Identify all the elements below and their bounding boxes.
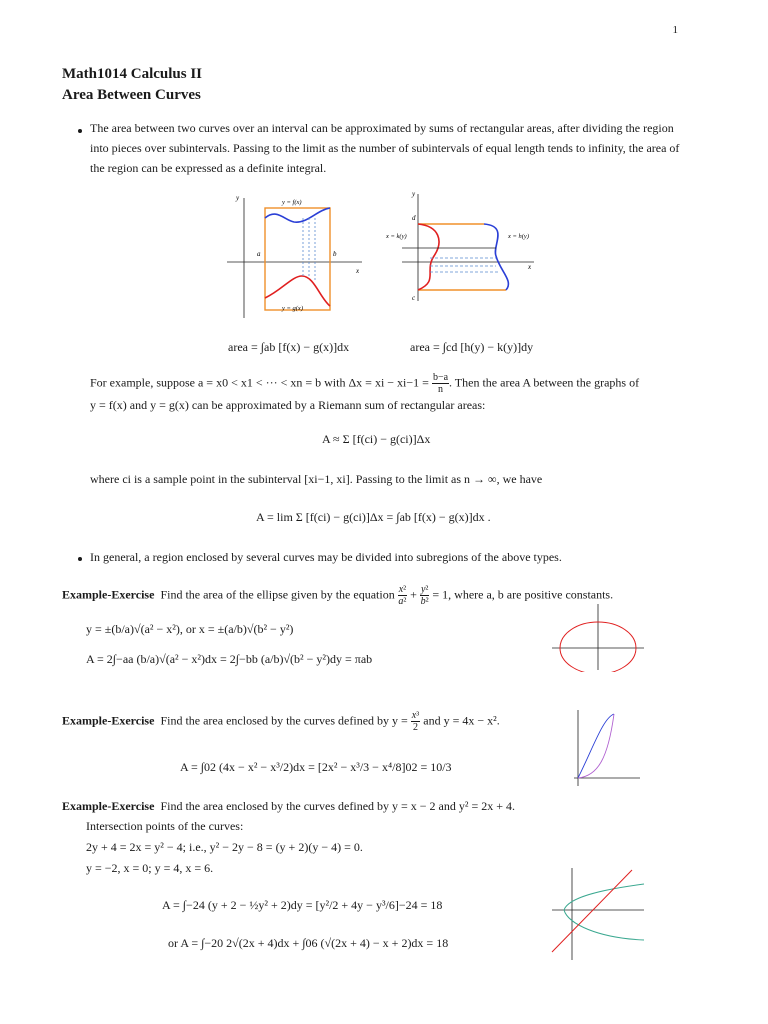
curve-h [484,224,508,290]
example-1-statement: Example-Exercise Find the area of the ellipse given by the equation $\frac{\text{x²}}{\text{a²}}$ + $\frac{\text{y²}}{\text{b²}}$ = 1, where a, b are positive constants. [62,584,614,607]
b-label: b [333,250,337,258]
example-3-line2: 2y + 4 = 2x = y² − 4; i.e., y² − 2y − 8 = (y + 2)(y − 4) = 0. [86,840,363,854]
curve-g [265,276,330,306]
example-3-line3: y = −2, x = 0; y = 4, x = 6. [86,861,214,875]
f-label: y = f(x) [282,199,302,206]
bullet-marker [78,557,82,561]
curve-f [265,208,330,222]
course-title: Math1014 Calculus II [62,66,203,82]
ellipse-graph [552,602,644,672]
figure-area-dx [222,188,372,328]
area-formula-dx: area = ∫ab [f(x) − g(x)]dx [228,340,350,354]
topic-title: Area Between Curves [62,87,201,103]
k-label: x = k(y) [386,233,407,240]
example-3-line1: Intersection points of the curves: [86,819,244,833]
page-number: 1 [672,24,678,36]
example-1-line2: A = 2∫−aa (b/a)√(a² − x²)dx = 2∫−bb (a/b)√(b² − y²)dy = πab [86,652,373,666]
x-label: x [528,263,532,271]
a-label: a [257,250,261,258]
curve-k [418,224,439,290]
example-2-solution: A = ∫02 (4x − x² − x³/2)dx = [2x² − x³/3 − x⁴/8]02 = 10/3 [180,760,452,774]
y-label: y [412,190,416,198]
bullet-marker [78,129,82,133]
cubic-curve [578,714,614,778]
cubic-parabola-graph [568,708,642,788]
example-3-line5: or A = ∫−20 2√(2x + 4)dx + ∫06 (√(2x + 4) − x + 2)dx = 18 [168,936,449,950]
area-formula-dy: area = ∫cd [h(y) − k(y)]dy [410,340,534,354]
riemann-sum: A ≈ Σ [f(ci) − g(ci)]Δx [322,432,431,446]
riemann-intro: For example, suppose a = x0 < x1 < ··· < xn = b with Δx = xi − xi−1 = $\frac{b-a}{n}$ . Then the area A between the graphs of y = f(x) and y = g(x) can be approximated by a Riemann sum of rectangular areas: [90,372,640,412]
general-paragraph: In general, a region enclosed by several curves may be divided into subregions of the above types. [90,550,562,564]
example-2-statement: Example-Exercise Find the area enclosed by the curves defined by y = $\frac{\text{x³}}{2}$ and y = 4x − x². [62,710,500,733]
parabola-curve [578,714,614,778]
limit-intro: where ci is a sample point in the subinterval [xi−1, xi]. Passing to the limit as n → ∞, we have [90,472,543,486]
figure-area-dy [384,186,544,306]
example-3-line4: A = ∫−24 (y + 2 − ½y² + 2)dy = [y²/2 + 4y − y³/6]−24 = 18 [162,898,443,912]
d-label: d [412,214,416,222]
y-label: y [236,194,240,202]
limit-formula: A = lim Σ [f(ci) − g(ci)]Δx = ∫ab [f(x) − g(x)]dx . [256,510,491,524]
x-label: x [356,267,360,275]
c-label: c [412,294,416,302]
example-3-statement: Example-Exercise Find the area enclosed by the curves defined by y = x − 2 and y² = 2x + 4. [62,799,516,813]
g-label: y = g(x) [282,305,303,312]
parabola-curve [564,884,644,940]
h-label: x = h(y) [508,233,529,240]
example-1-line1: y = ±(b/a)√(a² − x²), or x = ±(a/b)√(b² − y²) [86,622,294,636]
intro-paragraph: The area between two curves over an interval can be approximated by sums of rectangular areas, after dividing the region into pieces over subintervals. Passing to the limit as the number of subintervals of equal length tends to infinity, the area of the region can be expressed as a definite integral. [90,121,680,175]
line-parabola-graph [548,866,648,962]
